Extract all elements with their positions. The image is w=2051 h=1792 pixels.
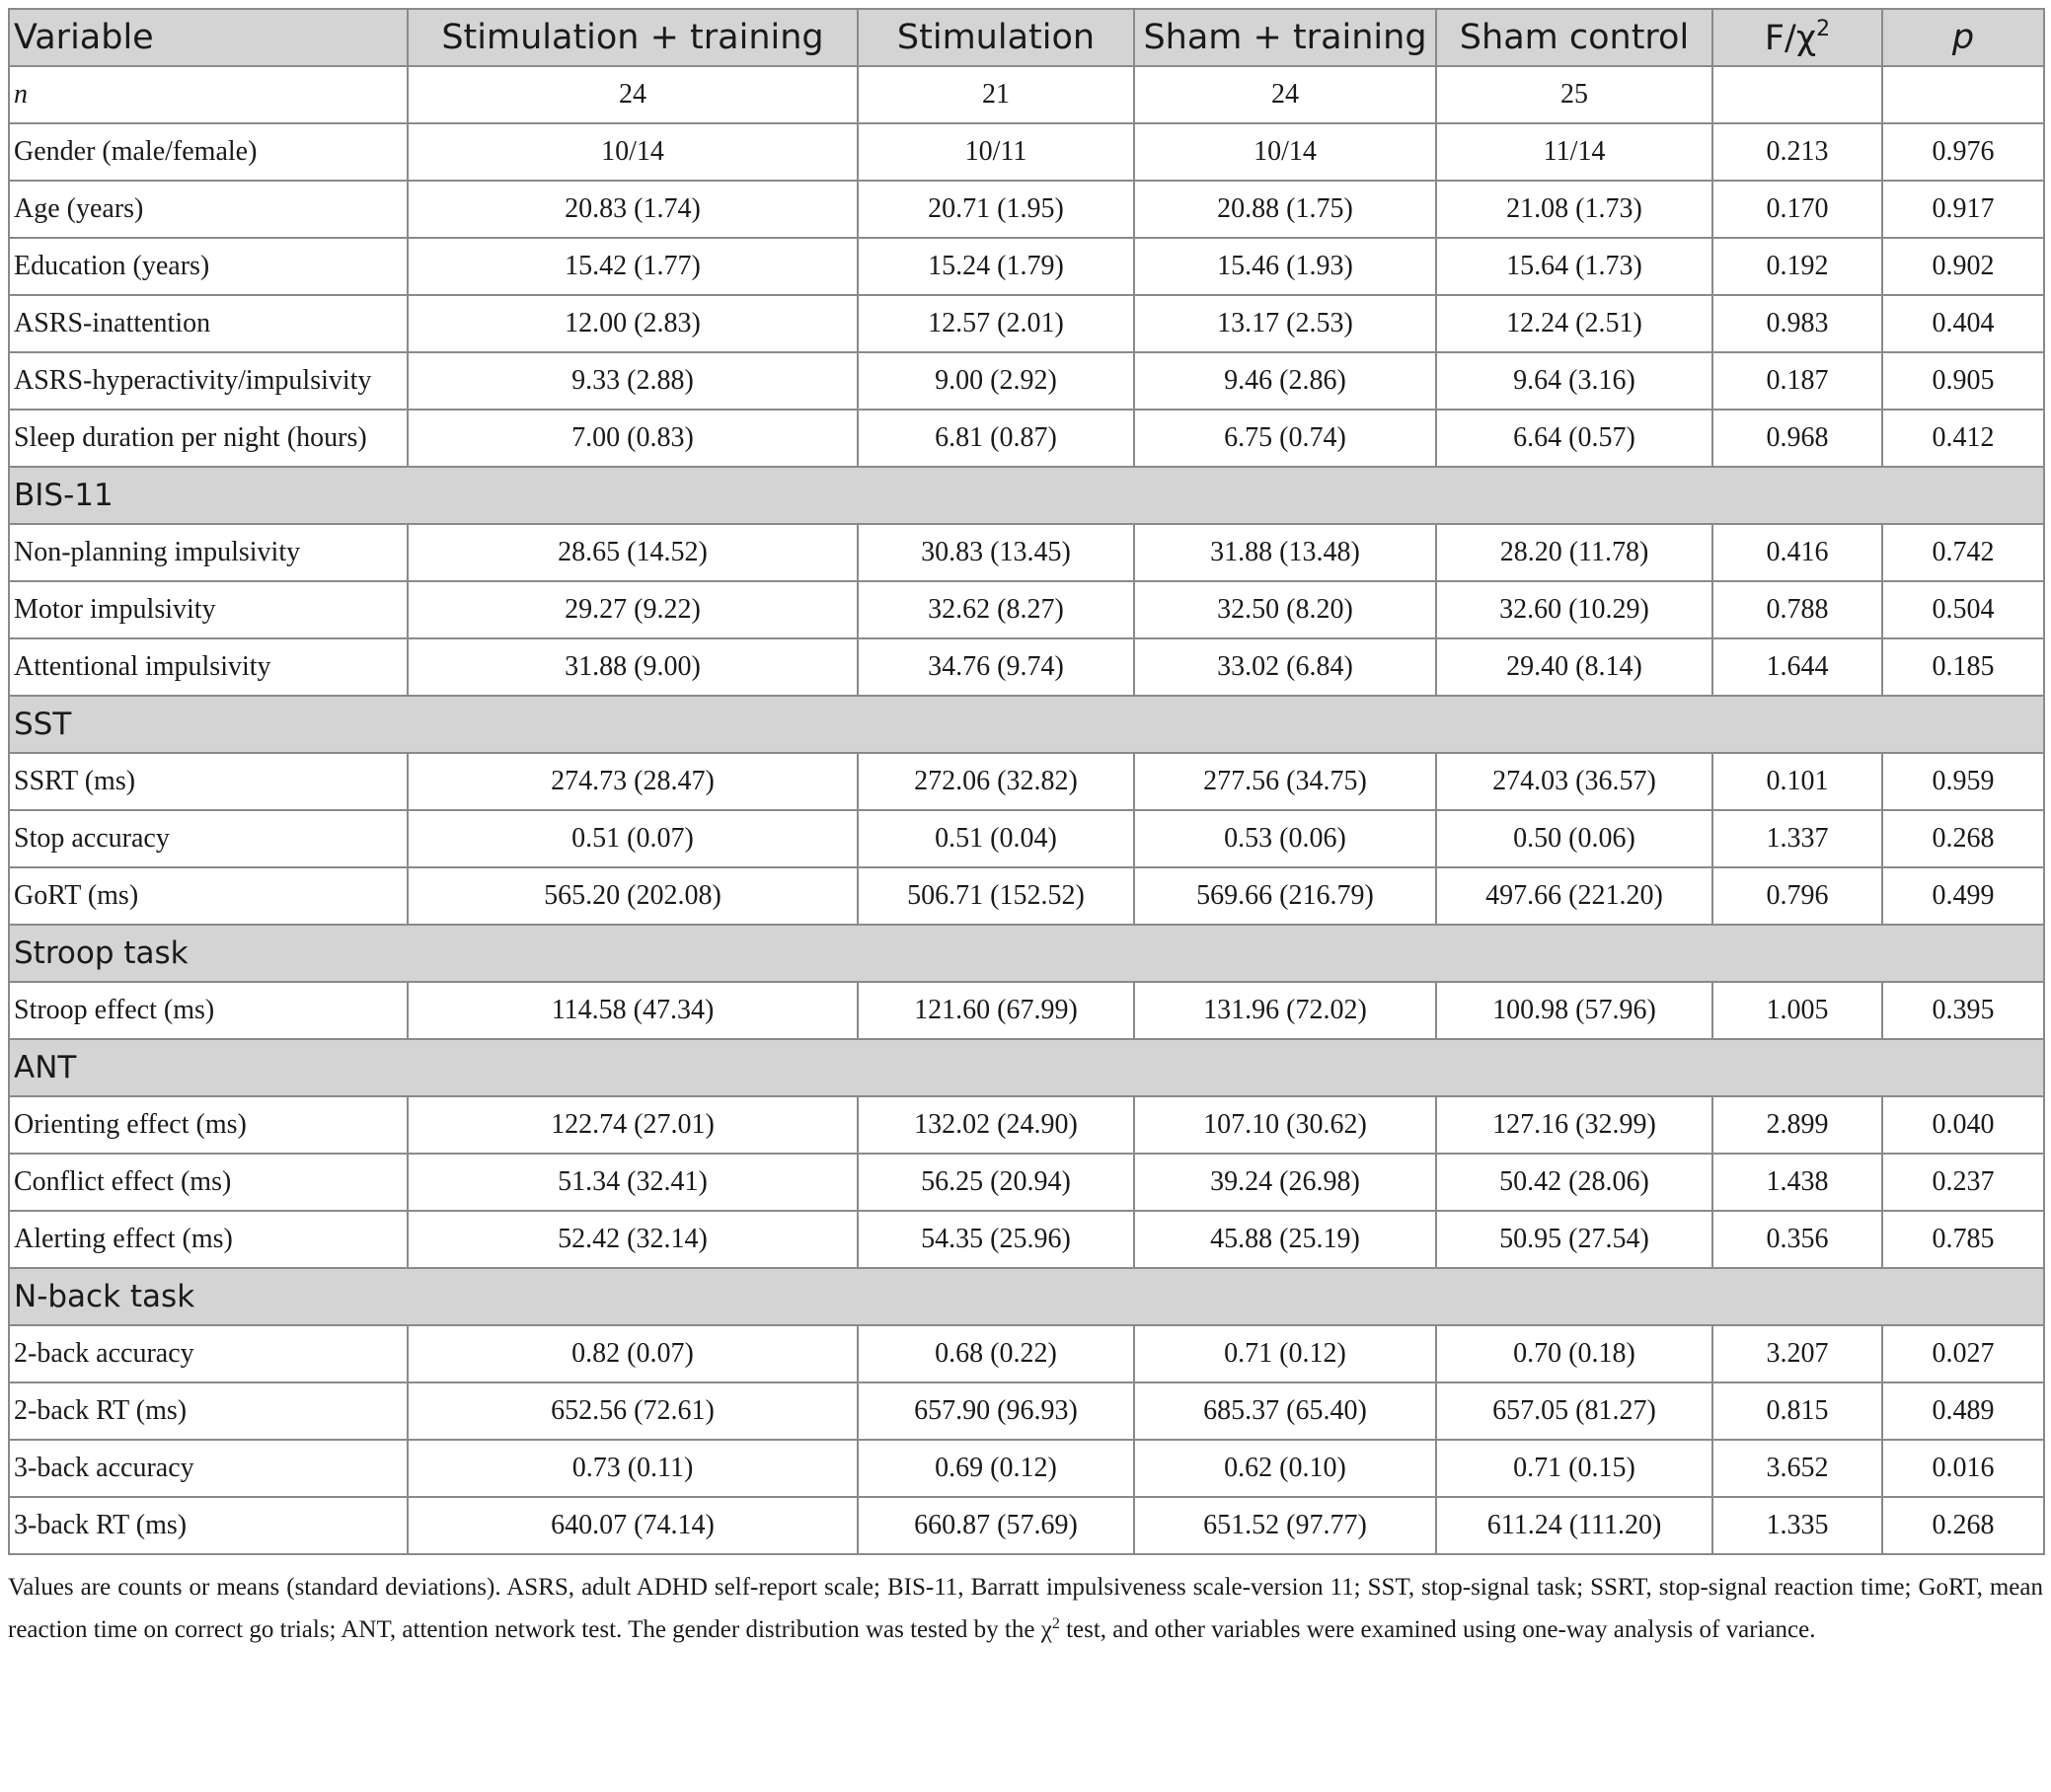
table-row [9,181,2044,238]
cell: 29.27 (9.22) [408,581,858,638]
footnote-part2: test, and other variables were examined using one-way analysis of variance. [1059,1616,1816,1643]
cell: 0.905 [1882,352,2044,410]
cell: 21.08 (1.73) [1436,181,1712,238]
cell: 0.395 [1882,982,2044,1039]
cell: 0.185 [1882,638,2044,696]
section-title: SST [9,696,2044,753]
cell: 28.20 (11.78) [1436,524,1712,581]
cell: 0.53 (0.06) [1134,810,1436,867]
section-row-sst [9,696,2044,753]
cell [1882,66,2044,123]
cell: 0.785 [1882,1211,2044,1268]
cell: 0.268 [1882,1497,2044,1554]
row-label: Stroop effect (ms) [9,982,408,1039]
cell: 3.652 [1712,1440,1882,1497]
cell: 0.71 (0.15) [1436,1440,1712,1497]
section-title: ANT [9,1039,2044,1096]
cell: 100.98 (57.96) [1436,982,1712,1039]
cell: 0.213 [1712,123,1882,181]
cell: 56.25 (20.94) [858,1154,1134,1211]
cell: 6.75 (0.74) [1134,410,1436,467]
cell: 640.07 (74.14) [408,1497,858,1554]
table-row [9,524,2044,581]
cell: 9.46 (2.86) [1134,352,1436,410]
table-row [9,1440,2044,1497]
row-label: Gender (male/female) [9,123,408,181]
cell: 0.416 [1712,524,1882,581]
cell: 0.040 [1882,1096,2044,1154]
row-label: Attentional impulsivity [9,638,408,696]
section-title: Stroop task [9,925,2044,982]
header-f-chi-sup: 2 [1816,17,1831,41]
section-row-bis [9,467,2044,524]
cell: 32.60 (10.29) [1436,581,1712,638]
cell: 0.027 [1882,1325,2044,1382]
cell: 121.60 (67.99) [858,982,1134,1039]
cell: 657.90 (96.93) [858,1382,1134,1440]
cell: 50.95 (27.54) [1436,1211,1712,1268]
cell: 0.192 [1712,238,1882,295]
table-row [9,1497,2044,1554]
cell: 21 [858,66,1134,123]
cell: 24 [1134,66,1436,123]
cell: 127.16 (32.99) [1436,1096,1712,1154]
cell: 1.335 [1712,1497,1882,1554]
table-row [9,352,2044,410]
cell: 0.71 (0.12) [1134,1325,1436,1382]
table-row [9,1382,2044,1440]
cell: 10/11 [858,123,1134,181]
cell: 20.88 (1.75) [1134,181,1436,238]
cell: 277.56 (34.75) [1134,753,1436,810]
cell: 30.83 (13.45) [858,524,1134,581]
row-label: n [9,66,408,123]
table-row [9,410,2044,467]
cell: 12.00 (2.83) [408,295,858,352]
cell: 33.02 (6.84) [1134,638,1436,696]
cell: 12.57 (2.01) [858,295,1134,352]
cell: 0.50 (0.06) [1436,810,1712,867]
table-row [9,810,2044,867]
cell: 6.81 (0.87) [858,410,1134,467]
header-stimulation: Stimulation [858,9,1134,66]
section-title: BIS-11 [9,467,2044,524]
row-label: Motor impulsivity [9,581,408,638]
cell: 0.51 (0.07) [408,810,858,867]
section-row-nback [9,1268,2044,1325]
cell: 0.902 [1882,238,2044,295]
row-label: Orienting effect (ms) [9,1096,408,1154]
cell: 9.64 (3.16) [1436,352,1712,410]
cell: 611.24 (111.20) [1436,1497,1712,1554]
table-row [9,753,2044,810]
cell: 7.00 (0.83) [408,410,858,467]
cell: 52.42 (32.14) [408,1211,858,1268]
cell: 0.51 (0.04) [858,810,1134,867]
cell: 11/14 [1436,123,1712,181]
cell: 28.65 (14.52) [408,524,858,581]
cell: 15.64 (1.73) [1436,238,1712,295]
table-row [9,982,2044,1039]
header-sham-training: Sham + training [1134,9,1436,66]
table-row [9,1154,2044,1211]
cell: 32.62 (8.27) [858,581,1134,638]
cell: 0.101 [1712,753,1882,810]
cell: 569.66 (216.79) [1134,867,1436,925]
cell: 652.56 (72.61) [408,1382,858,1440]
table-footnote [8,1569,2043,1648]
cell: 10/14 [1134,123,1436,181]
table-row [9,638,2044,696]
row-label: SSRT (ms) [9,753,408,810]
cell: 0.489 [1882,1382,2044,1440]
row-label: ASRS-hyperactivity/impulsivity [9,352,408,410]
cell: 6.64 (0.57) [1436,410,1712,467]
cell: 0.917 [1882,181,2044,238]
row-label: GoRT (ms) [9,867,408,925]
cell: 20.83 (1.74) [408,181,858,238]
row-label: Conflict effect (ms) [9,1154,408,1211]
cell: 0.796 [1712,867,1882,925]
table-row [9,1325,2044,1382]
cell: 0.412 [1882,410,2044,467]
cell: 274.03 (36.57) [1436,753,1712,810]
cell: 0.170 [1712,181,1882,238]
row-label: Education (years) [9,238,408,295]
cell: 20.71 (1.95) [858,181,1134,238]
cell: 0.504 [1882,581,2044,638]
row-label: Non-planning impulsivity [9,524,408,581]
cell: 0.68 (0.22) [858,1325,1134,1382]
table-row [9,123,2044,181]
table-row [9,66,2044,123]
cell: 0.70 (0.18) [1436,1325,1712,1382]
cell: 2.899 [1712,1096,1882,1154]
header-row [9,9,2044,66]
cell: 122.74 (27.01) [408,1096,858,1154]
cell: 0.959 [1882,753,2044,810]
cell: 0.815 [1712,1382,1882,1440]
cell: 32.50 (8.20) [1134,581,1436,638]
cell: 51.34 (32.41) [408,1154,858,1211]
cell: 50.42 (28.06) [1436,1154,1712,1211]
cell: 0.82 (0.07) [408,1325,858,1382]
cell: 9.00 (2.92) [858,352,1134,410]
cell: 25 [1436,66,1712,123]
cell: 0.499 [1882,867,2044,925]
table-container [8,8,2043,1673]
cell: 29.40 (8.14) [1436,638,1712,696]
cell: 15.46 (1.93) [1134,238,1436,295]
cell: 657.05 (81.27) [1436,1382,1712,1440]
cell: 132.02 (24.90) [858,1096,1134,1154]
section-row-ant [9,1039,2044,1096]
cell: 1.337 [1712,810,1882,867]
cell: 0.788 [1712,581,1882,638]
cell: 0.73 (0.11) [408,1440,858,1497]
row-label: Sleep duration per night (hours) [9,410,408,467]
cell: 1.005 [1712,982,1882,1039]
cell: 12.24 (2.51) [1436,295,1712,352]
row-label: ASRS-inattention [9,295,408,352]
cell: 0.237 [1882,1154,2044,1211]
header-f-chi-base: F/χ [1764,19,1817,58]
cell: 685.37 (65.40) [1134,1382,1436,1440]
header-stimulation-training: Stimulation + training [408,9,858,66]
cell: 24 [408,66,858,123]
cell: 0.968 [1712,410,1882,467]
section-row-stroop [9,925,2044,982]
cell: 114.58 (47.34) [408,982,858,1039]
cell: 13.17 (2.53) [1134,295,1436,352]
cell: 651.52 (97.77) [1134,1497,1436,1554]
row-label: Age (years) [9,181,408,238]
row-label: 2-back accuracy [9,1325,408,1382]
baseline-characteristics-table [8,8,2045,1555]
cell: 506.71 (152.52) [858,867,1134,925]
table-row [9,295,2044,352]
cell: 34.76 (9.74) [858,638,1134,696]
header-variable: Variable [9,9,408,66]
cell: 131.96 (72.02) [1134,982,1436,1039]
cell: 10/14 [408,123,858,181]
cell: 45.88 (25.19) [1134,1211,1436,1268]
cell: 54.35 (25.96) [858,1211,1134,1268]
table-row [9,1096,2044,1154]
cell: 565.20 (202.08) [408,867,858,925]
cell: 660.87 (57.69) [858,1497,1134,1554]
cell: 1.644 [1712,638,1882,696]
row-label: 2-back RT (ms) [9,1382,408,1440]
row-label: 3-back accuracy [9,1440,408,1497]
header-p: p [1882,9,2044,66]
cell: 0.187 [1712,352,1882,410]
cell: 15.42 (1.77) [408,238,858,295]
row-label: 3-back RT (ms) [9,1497,408,1554]
cell: 0.62 (0.10) [1134,1440,1436,1497]
cell: 3.207 [1712,1325,1882,1382]
cell: 0.976 [1882,123,2044,181]
cell: 274.73 (28.47) [408,753,858,810]
cell: 0.268 [1882,810,2044,867]
table-row [9,1211,2044,1268]
table-row [9,238,2044,295]
footnote-part1: Values are counts or means (standard deviations). ASRS, adult ADHD self-report scale; BIS-11, Barratt impulsiveness scale-version 11; SST, stop-signal task; SSRT, stop-signal reaction time; GoRT, mean reaction time on correct go trials; ANT, attention network test. The gender distribution was tested by the χ [8,1574,2043,1643]
cell: 0.742 [1882,524,2044,581]
footnote-sup: 2 [1051,1615,1060,1632]
row-label: Stop accuracy [9,810,408,867]
cell: 107.10 (30.62) [1134,1096,1436,1154]
cell: 497.66 (221.20) [1436,867,1712,925]
cell: 15.24 (1.79) [858,238,1134,295]
cell: 0.404 [1882,295,2044,352]
cell: 31.88 (13.48) [1134,524,1436,581]
cell: 0.983 [1712,295,1882,352]
cell: 31.88 (9.00) [408,638,858,696]
cell: 272.06 (32.82) [858,753,1134,810]
cell: 0.356 [1712,1211,1882,1268]
section-title: N-back task [9,1268,2044,1325]
cell: 0.69 (0.12) [858,1440,1134,1497]
table-row [9,867,2044,925]
cell: 39.24 (26.98) [1134,1154,1436,1211]
cell [1712,66,1882,123]
cell: 9.33 (2.88) [408,352,858,410]
cell: 0.016 [1882,1440,2044,1497]
table-row [9,581,2044,638]
cell: 1.438 [1712,1154,1882,1211]
header-f-chi-square [1712,9,1882,66]
header-sham-control: Sham control [1436,9,1712,66]
row-label: Alerting effect (ms) [9,1211,408,1268]
